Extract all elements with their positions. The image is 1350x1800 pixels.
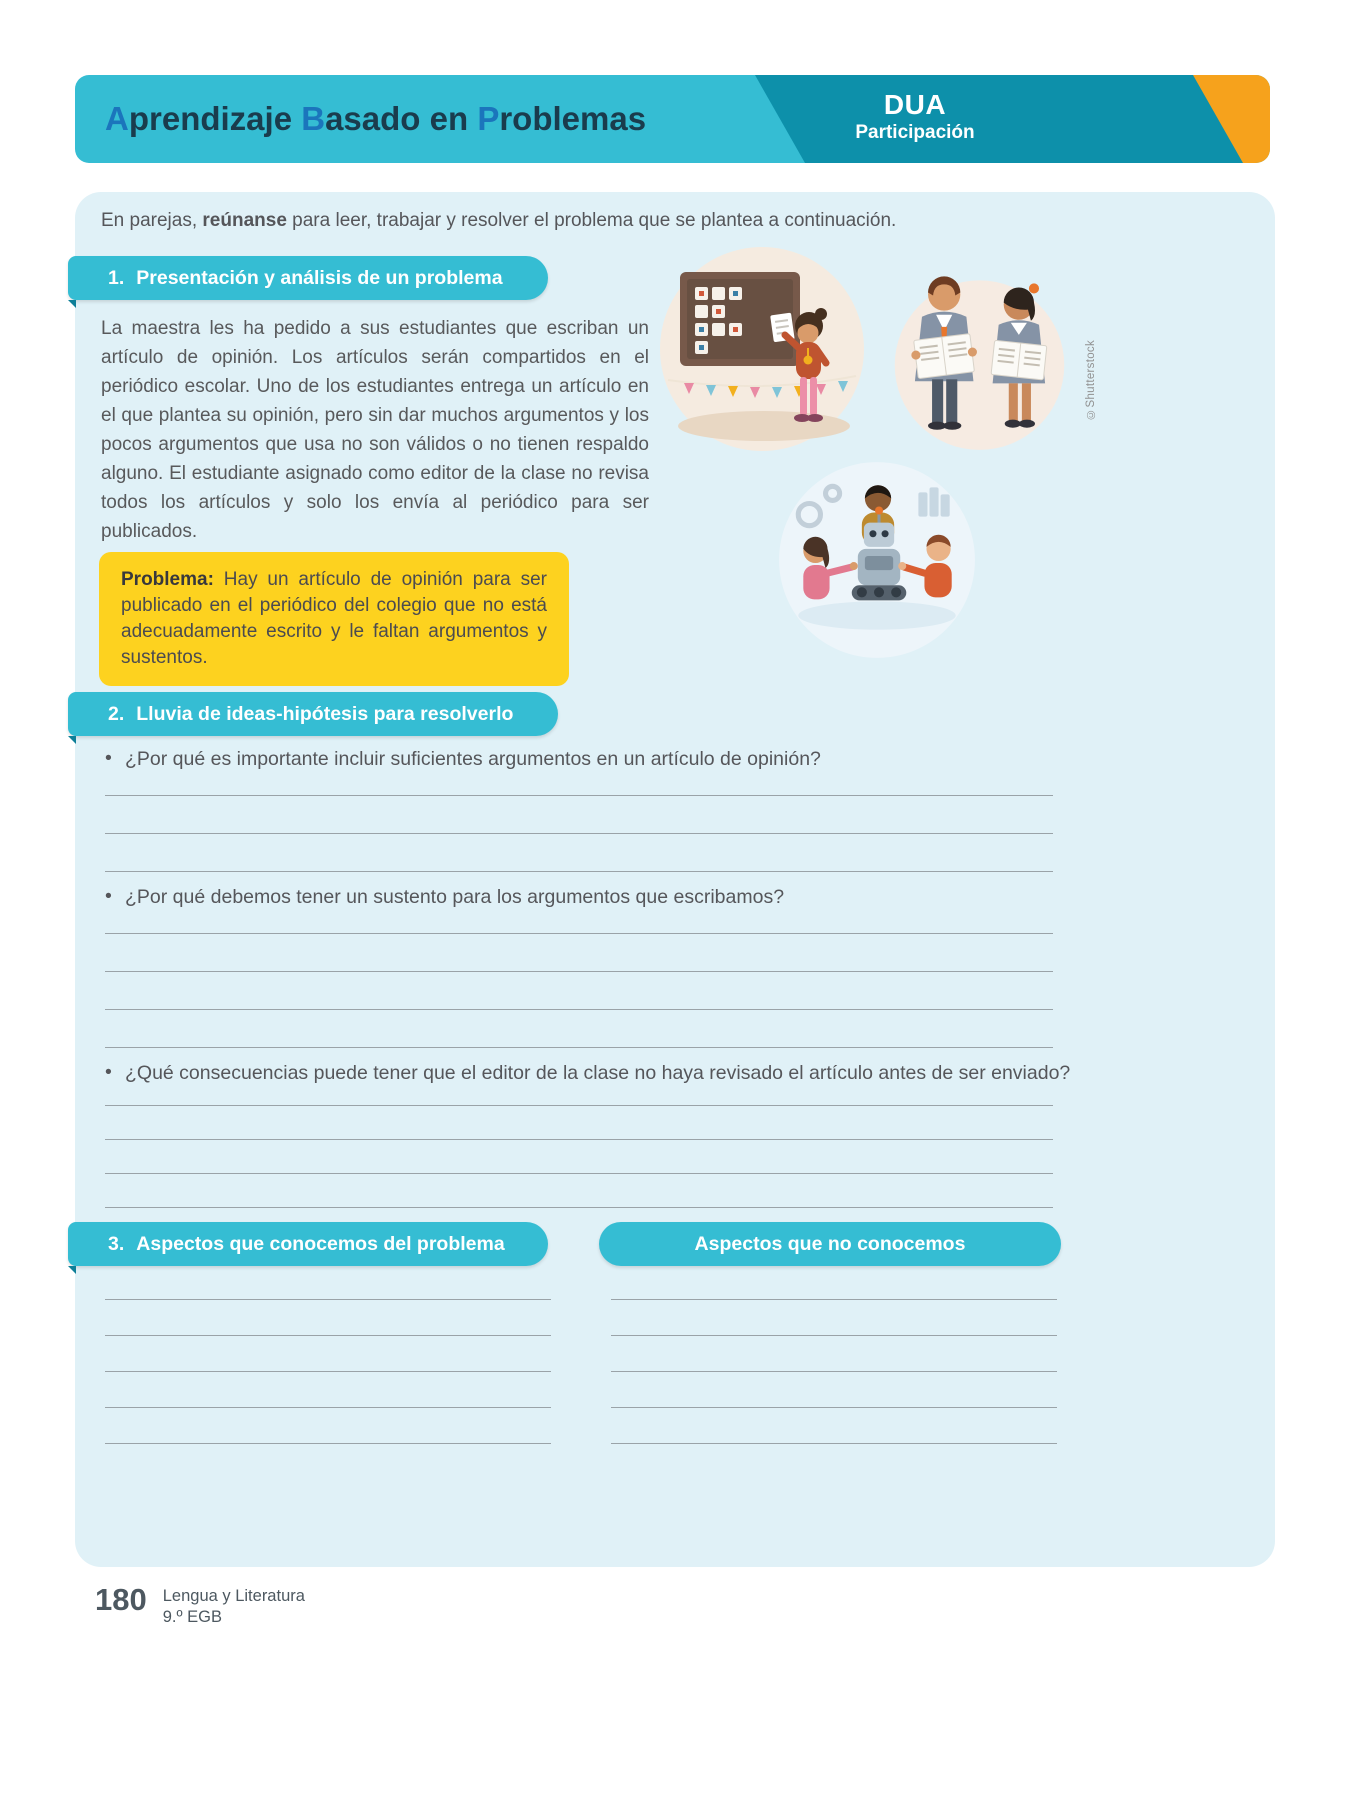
- question-argument-support: • ¿Por qué debemos tener un sustento para los argumentos que escribamos?: [101, 886, 1121, 909]
- section3-known-header-ribbon: [68, 1222, 548, 1266]
- answer-line[interactable]: [611, 1300, 1057, 1336]
- answer-lines-question2: [105, 896, 1053, 1048]
- problem-label: Problema:: [121, 569, 214, 590]
- section1-body-text: La maestra les ha pedido a sus estudiantes que escriban un artículo de opinión. Los artículos serán compartidos en el periódico escolar. Uno de los estudiantes entrega un artículo en el que plantea su opinión, pero sin dar muchos argumentos y los pocos argumentos que usa no son válidos o no tienen respaldo alguno. El estudiante asignado como editor de la clase no revisa todos los artículos y solo los envía al periódico para ser publicados.: [101, 318, 649, 542]
- answer-line[interactable]: [105, 796, 1053, 834]
- section1-number: 1.: [108, 267, 125, 289]
- course-info: [163, 1584, 305, 1629]
- intro-text: En parejas, reúnanse para leer, trabajar y resolver el problema que se plantea a continuación.: [101, 210, 897, 231]
- presentation-illustration-svg: [653, 244, 875, 459]
- answer-line[interactable]: [105, 1010, 1053, 1048]
- question-arguments-importance: • ¿Por qué es importante incluir suficientes argumentos en un artículo de opinión?: [101, 748, 1121, 771]
- section2-title: Lluvia de ideas-hipótesis para resolverlo: [136, 703, 514, 725]
- answer-line[interactable]: [105, 1300, 551, 1336]
- dua-badge: [785, 89, 1045, 144]
- dua-sublabel: Participación: [855, 122, 975, 143]
- answer-lines-known-aspects: [105, 1264, 551, 1444]
- robot-illustration-svg: [771, 454, 983, 666]
- problem-box: [99, 552, 569, 686]
- illustration-student-presenting-board: [653, 244, 875, 459]
- section2-header-ribbon: [68, 692, 558, 736]
- section3-number: 3.: [108, 1233, 125, 1255]
- question-editor-consequences: • ¿Qué consecuencias puede tener que el editor de la clase no haya revisado el artículo antes de ser enviado?: [101, 1062, 1121, 1085]
- illustration-students-building-robot: [771, 454, 983, 666]
- newspapers-illustration-svg: [881, 236, 1079, 458]
- answer-line[interactable]: [105, 896, 1053, 934]
- section3-unknown-title: Aspectos que no conocemos: [694, 1233, 966, 1255]
- illustration-students-reading-newspapers: [881, 236, 1079, 458]
- answer-line[interactable]: [105, 1174, 1053, 1208]
- answer-lines-question1: [105, 758, 1053, 872]
- answer-line[interactable]: [105, 1140, 1053, 1174]
- answer-line[interactable]: [105, 1408, 551, 1444]
- section1-header-ribbon: [68, 256, 548, 300]
- answer-lines-unknown-aspects: [611, 1264, 1057, 1444]
- title-part-2: Basado en: [301, 100, 478, 137]
- answer-line[interactable]: [105, 1072, 1053, 1106]
- answer-line[interactable]: [105, 1106, 1053, 1140]
- photo-credit: ©Shutterstock: [1085, 340, 1097, 420]
- page-number: 180: [95, 1582, 147, 1617]
- problem-text: Hay un artículo de opinión para ser publicado en el periódico del colegio que no está adecuadamente escrito y le faltan argumentos y sustentos.: [121, 569, 547, 668]
- answer-line[interactable]: [105, 1264, 551, 1300]
- answer-line[interactable]: [105, 972, 1053, 1010]
- title-part-3: Problemas: [477, 100, 647, 137]
- answer-line[interactable]: [105, 758, 1053, 796]
- answer-line[interactable]: [611, 1408, 1057, 1444]
- answer-lines-question3: [105, 1072, 1053, 1208]
- answer-line[interactable]: [105, 834, 1053, 872]
- answer-line[interactable]: [611, 1264, 1057, 1300]
- grade-level: 9.º EGB: [162, 1608, 222, 1627]
- answer-line[interactable]: [105, 1372, 551, 1408]
- answer-line[interactable]: [611, 1336, 1057, 1372]
- answer-line[interactable]: [105, 1336, 551, 1372]
- section3-unknown-header-ribbon: [599, 1222, 1061, 1266]
- page-header-banner: [75, 75, 1270, 163]
- page-footer: [95, 1584, 305, 1629]
- dua-label: DUA: [883, 89, 947, 120]
- section1-title: Presentación y análisis de un problema: [136, 267, 503, 289]
- section2-number: 2.: [108, 703, 125, 725]
- title-part-1: Aprendizaje: [105, 100, 302, 137]
- page-title: [105, 75, 646, 163]
- section3-known-title: Aspectos que conocemos del problema: [136, 1233, 505, 1255]
- answer-line[interactable]: [105, 934, 1053, 972]
- answer-line[interactable]: [611, 1372, 1057, 1408]
- course-name: Lengua y Literatura: [162, 1587, 305, 1605]
